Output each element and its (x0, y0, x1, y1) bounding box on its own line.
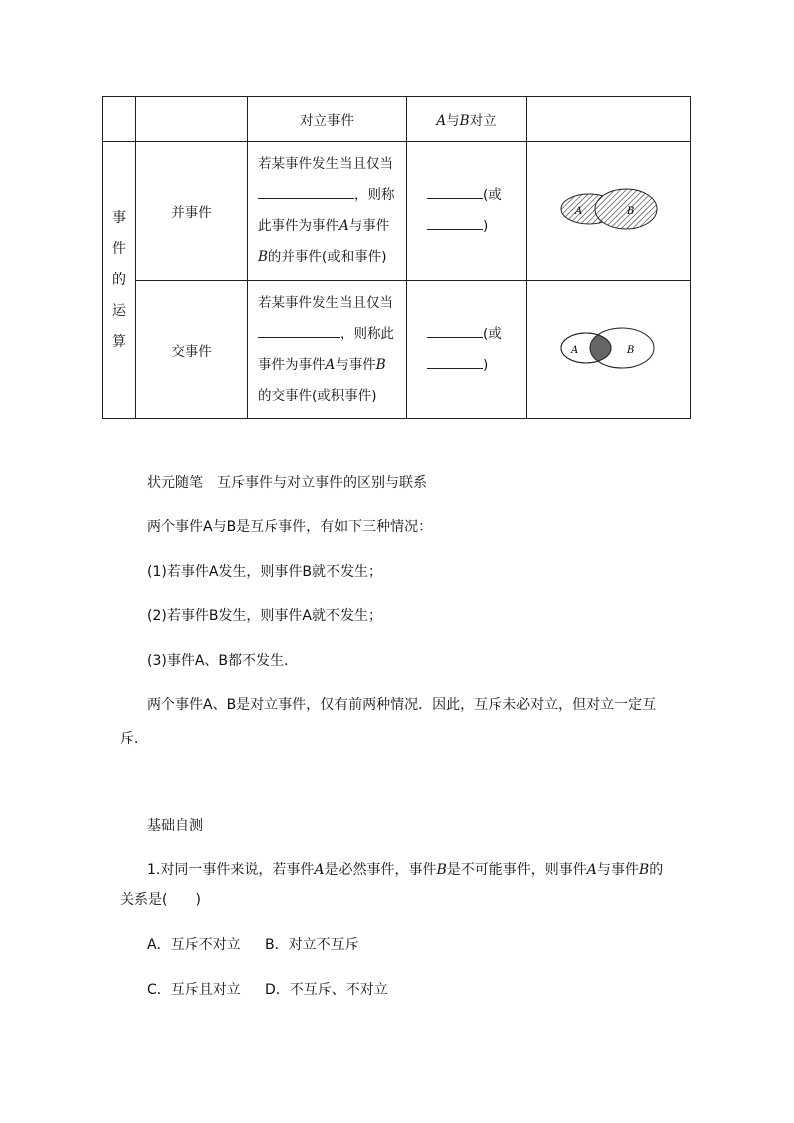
intersection-event-definition: 若某事件发生当且仅当 ，则称此 事件为事件A与事件B 的交事件(或积事件) (248, 281, 407, 419)
notes-title: 状元随笔 互斥事件与对立事件的区别与联系 (147, 475, 427, 491)
question-1-cont: 关系是( ) (120, 892, 201, 908)
union-symbol-blank-1[interactable] (427, 184, 483, 199)
question-1: 1.对同一事件来说，若事件A是必然事件，事件B是不可能事件，则事件A与事件B的 (147, 862, 664, 878)
union-venn-diagram (559, 183, 659, 235)
intersection-venn-diagram (559, 322, 659, 374)
union-set-b-ellipse (595, 189, 657, 229)
union-row (103, 142, 691, 281)
notes-paragraph-1: 两个事件A与B是互斥事件，有如下三种情况： (147, 519, 433, 535)
event-operations-table (102, 96, 691, 419)
intersection-venn-label-b: B (626, 344, 634, 356)
intersection-symbol-blank-1[interactable] (427, 323, 483, 338)
header-empty-cell-1 (103, 97, 136, 142)
union-event-name: 并事件 (136, 142, 248, 281)
union-def-blank[interactable] (258, 184, 354, 199)
table-header-row (103, 97, 691, 142)
intersection-symbol-blank-2[interactable] (427, 354, 483, 369)
intersection-row (103, 281, 691, 419)
option-c[interactable]: C．互斥且对立 (147, 982, 241, 998)
intersection-venn-label-a: A (570, 344, 578, 356)
intersection-event-name: 交事件 (136, 281, 248, 419)
union-symbol-blank-2[interactable] (427, 215, 483, 230)
option-b[interactable]: B．对立不互斥 (265, 937, 359, 953)
intersection-event-symbol: (或 ) (407, 281, 527, 419)
union-venn-label-b: B (626, 206, 634, 217)
header-empty-cell-3 (527, 97, 691, 142)
notes-case-2: (2)若事件B发生，则事件A就不发生； (147, 608, 383, 624)
notes-case-3: (3)事件A、B都不发生． (147, 653, 299, 669)
union-venn-cell (527, 142, 691, 281)
option-a[interactable]: A．互斥不对立 (147, 937, 241, 953)
union-venn-label-a: A (574, 206, 582, 217)
notes-case-1: (1)若事件A发生，则事件B就不发生； (147, 564, 383, 580)
union-event-symbol: (或 ) (407, 142, 527, 281)
notes-paragraph-5: 两个事件A、B是对立事件，仅有前两种情况．因此，互斥未必对立，但对立一定互 (147, 697, 657, 713)
header-empty-cell-2 (136, 97, 248, 142)
intersection-venn-cell (527, 281, 691, 419)
notes-paragraph-5-cont: 斥． (120, 731, 148, 747)
header-opposite-event: 对立事件 (248, 97, 407, 142)
option-d[interactable]: D．不互斥、不对立 (265, 982, 388, 998)
intersection-def-blank[interactable] (258, 323, 340, 338)
category-event-operations: 事 件 的 运 算 (103, 142, 136, 419)
exercise-heading: 基础自测 (147, 818, 203, 834)
header-a-b-opposite: A与B对立 (407, 97, 527, 142)
union-event-definition: 若某事件发生当且仅当 ，则称 此事件为事件A与事件 B的并事件(或和事件) (248, 142, 407, 281)
